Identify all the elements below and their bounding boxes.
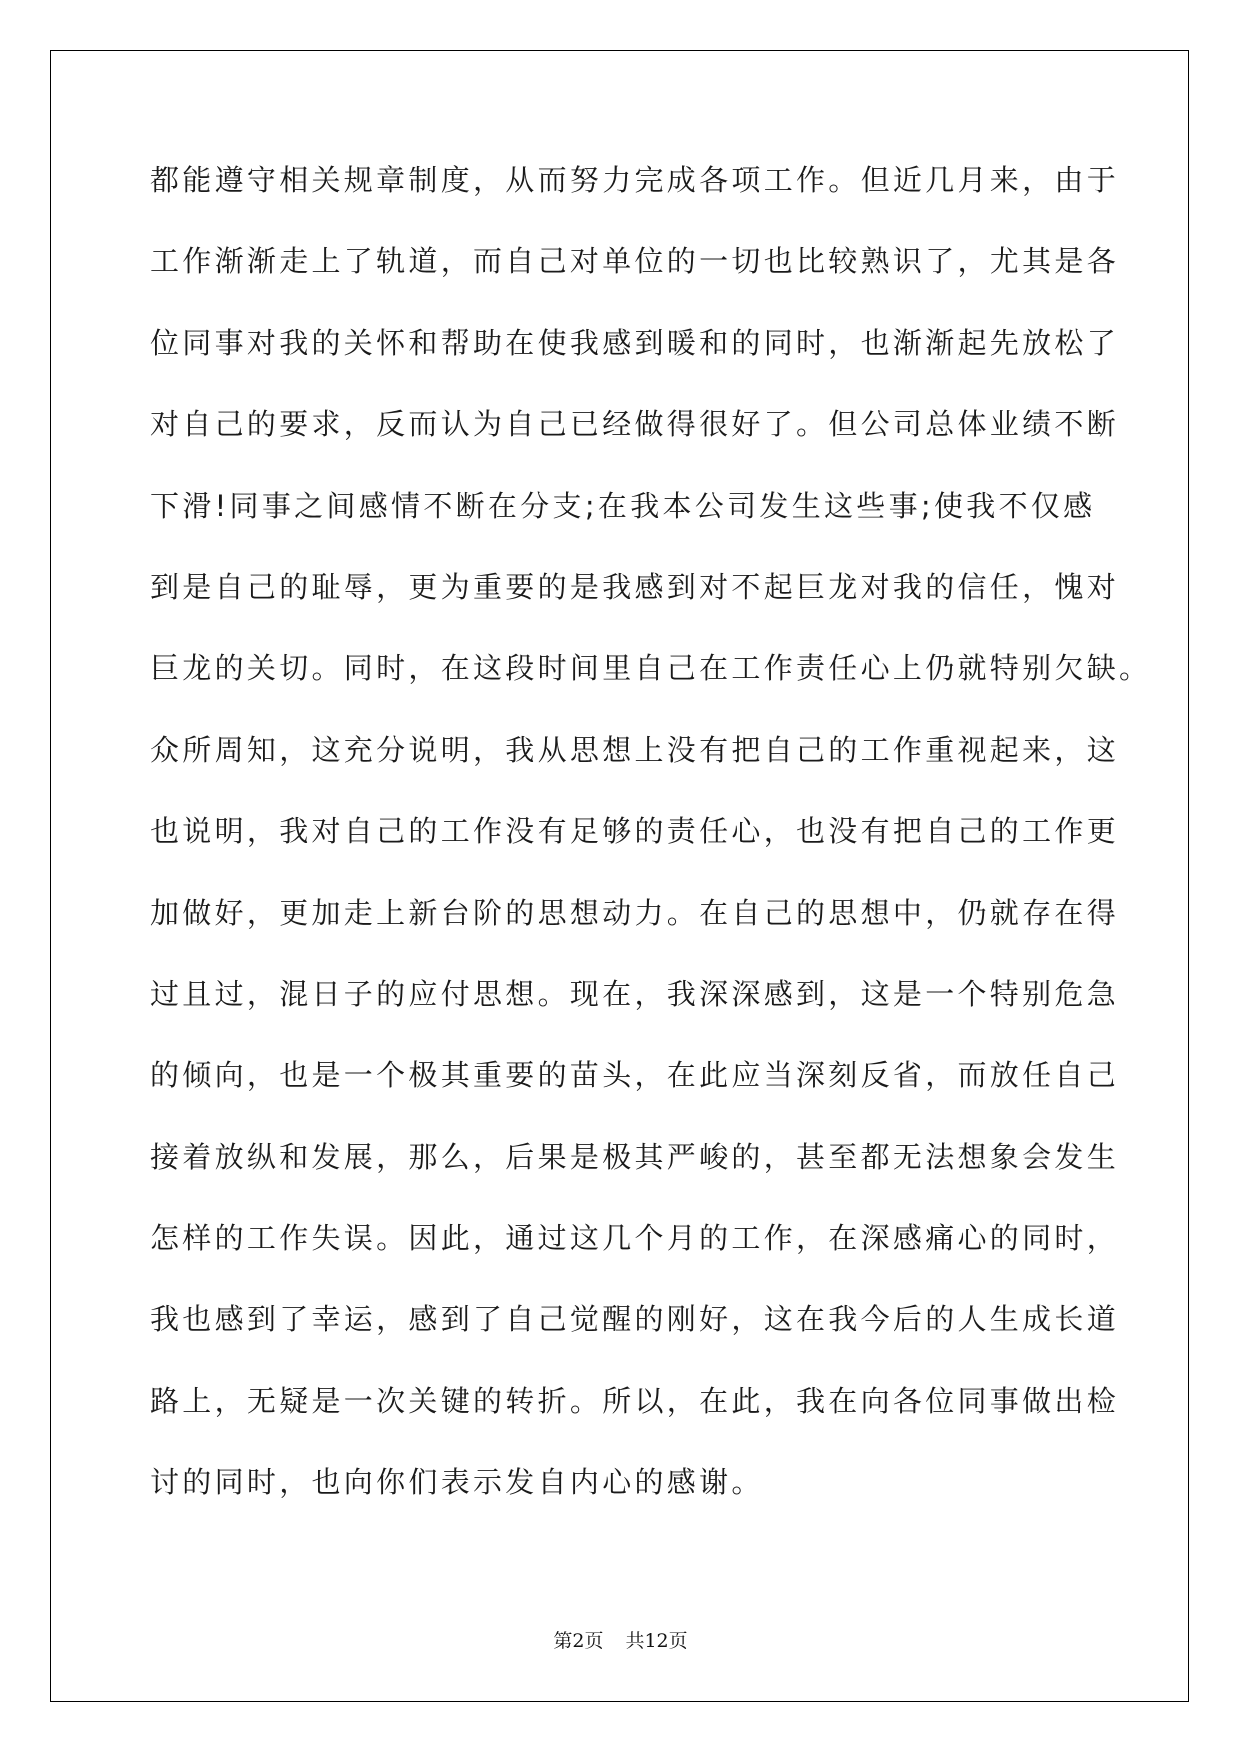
paragraph-line: 过且过，混日子的应付思想。现在，我深深感到，这是一个特别危急	[150, 976, 1120, 1011]
paragraph-line: 工作渐渐走上了轨道，而自己对单位的一切也比较熟识了，尤其是各	[150, 244, 1120, 279]
page-total: 共12页	[625, 1630, 688, 1652]
paragraph-line: 的倾向，也是一个极其重要的苗头，在此应当深刻反省，而放任自己	[150, 1058, 1120, 1093]
paragraph-line: 也说明，我对自己的工作没有足够的责任心，也没有把自己的工作更	[150, 814, 1120, 849]
paragraph-line: 巨龙的关切。同时，在这段时间里自己在工作责任心上仍就特别欠缺。	[150, 651, 1152, 686]
paragraph-line: 我也感到了幸运，感到了自己觉醒的刚好，这在我今后的人生成长道	[150, 1302, 1120, 1337]
paragraph-line: 路上，无疑是一次关键的转折。所以，在此，我在向各位同事做出检	[150, 1383, 1120, 1418]
paragraph-line: 下滑!同事之间感情不断在分支;在我本公司发生这些事;使我不仅感	[150, 488, 1096, 523]
page-number: 第2页	[553, 1630, 604, 1652]
paragraph-line: 对自己的要求，反而认为自己已经做得很好了。但公司总体业绩不断	[150, 407, 1120, 442]
paragraph-line: 接着放纵和发展，那么，后果是极其严峻的，甚至都无法想象会发生	[150, 1139, 1120, 1174]
paragraph-line: 众所周知，这充分说明，我从思想上没有把自己的工作重视起来，这	[150, 732, 1120, 767]
document-body	[150, 160, 1152, 1544]
paragraph-line: 讨的同时，也向你们表示发自内心的感谢。	[150, 1465, 764, 1500]
paragraph-line: 位同事对我的关怀和帮助在使我感到暖和的同时，也渐渐起先放松了	[150, 325, 1120, 360]
paragraph-line: 加做好，更加走上新台阶的思想动力。在自己的思想中，仍就存在得	[150, 895, 1120, 930]
paragraph-line: 都能遵守相关规章制度，从而努力完成各项工作。但近几月来，由于	[150, 163, 1120, 197]
paragraph-line: 怎样的工作失误。因此，通过这几个月的工作，在深感痛心的同时，	[150, 1221, 1120, 1256]
page-footer	[0, 1626, 1241, 1653]
paragraph-line: 到是自己的耻辱，更为重要的是我感到对不起巨龙对我的信任，愧对	[150, 569, 1120, 604]
